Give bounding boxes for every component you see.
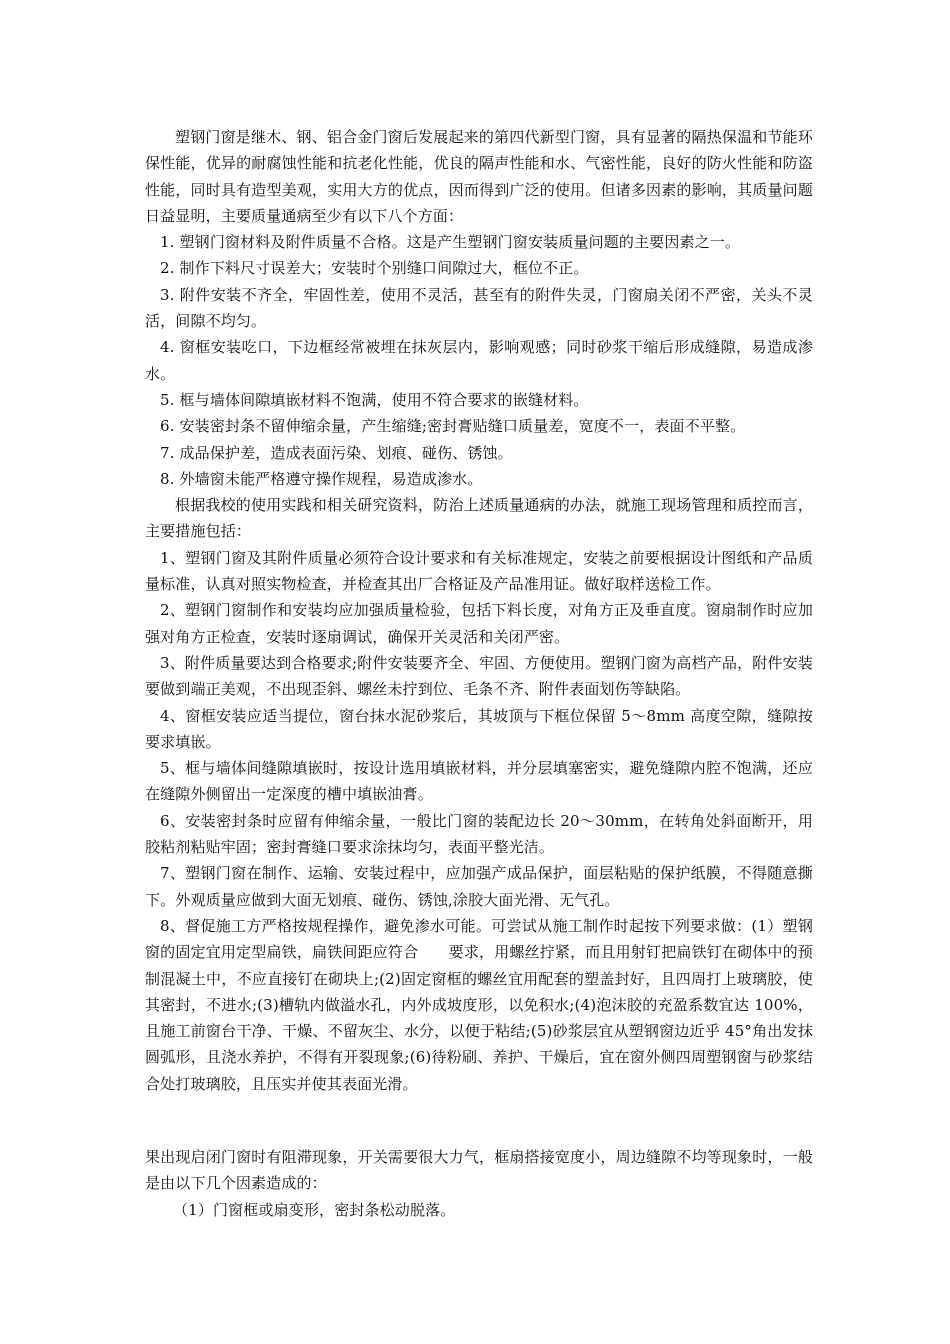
measure-item-4: 4、窗框安装应适当提位，窗台抹水泥砂浆后，其坡顶与下框位保留 5～8mm 高度空隙，缝隙按要求填嵌。: [145, 706, 813, 751]
problem-item-1: 1. 塑钢门窗材料及附件质量不合格。这是产生塑钢门窗安装质量问题的主要因素之一。: [160, 233, 741, 252]
problem-item-6: 6. 安装密封条不留伸缩余量，产生缩缝;密封膏贴缝口质量差，宽度不一，表面不平整。: [160, 417, 746, 436]
measure-item-5: 5、框与墙体间缝隙填嵌时，按设计选用填嵌材料，并分层填塞密实，避免缝隙内腔不饱满，还应在缝隙外侧留出一定深度的槽中填嵌油膏。: [145, 759, 813, 804]
problem-item-5: 5. 框与墙体间隙填嵌材料不饱满，使用不符合要求的嵌缝材料。: [160, 390, 589, 409]
measure-item-8: 8、督促施工方严格按规程操作，避免渗水可能。可尝试从施工制作时起按下列要求做：(1）塑钢窗的固定宜用定型扁铁，扁铁间距应符合 要求，用螺丝拧紧，而且用射钉把扁铁钉在砌体中的预制混凝土中，不应直接钉在砌块上;(2)固定窗框的螺丝宜用配套的塑盖封好，且四周打上玻璃胶，使其密封，不进水;(3)槽轨内做溢水孔，内外成坡度形，以免积水;(4)泡沫胶的充盈系数宜达 100%，且施工前窗台干净、干燥、不留灰尘、水分，以便于粘结;(5)砂浆层宜从塑钢窗边近乎 45°角出发抹圆弧形，且浇水养护，不得有开裂现象;(6)待粉刷、养护、干燥后，宜在窗外侧四周塑钢窗与砂浆结合处打玻璃胶，且压实并使其表面光滑。: [145, 916, 813, 1093]
measure-item-2: 2、塑钢门窗制作和安装均应加强质量检验，包括下料长度，对角方正及垂直度。窗扇制作时应加强对角方正检查，安装时逐扇调试，确保开关灵活和关闭严密。: [145, 601, 813, 646]
continuation-paragraph: 果出现启闭门窗时有阻滞现象，开关需要很大力气，框扇搭接宽度小，周边缝隙不均等现象时，一般是由以下几个因素造成的：: [145, 1148, 813, 1193]
problem-item-2: 2. 制作下料尺寸误差大；安装时个别缝口间隙过大，框位不正。: [160, 259, 589, 278]
document-body: [145, 124, 813, 1097]
problem-item-3: 3. 附件安装不齐全，牢固性差，使用不灵活，甚至有的附件失灵，门窗扇关闭不严密，关头不灵活，间隙不均匀。: [145, 285, 813, 331]
measure-item-1: 1、塑钢门窗及其附件质量必须符合设计要求和有关标准规定，安装之前要根据设计图纸和产品质量标准，认真对照实物检查，并检查其出厂合格证及产品准用证。做好取样送检工作。: [145, 548, 813, 594]
measure-item-6: 6、安装密封条时应留有伸缩余量，一般比门窗的装配边长 20～30mm，在转角处斜面断开，用胶粘剂粘贴牢固；密封膏缝口要求涂抹均匀，表面平整光洁。: [145, 811, 813, 857]
sub-item-1: （1）门窗框或扇变形，密封条松动脱落。: [173, 1200, 456, 1219]
continuation-section: [145, 1144, 813, 1223]
measures-intro-paragraph: 根据我校的使用实践和相关研究资料，防治上述质量通病的办法，就施工现场管理和质控而言，主要措施包括：: [145, 496, 813, 541]
intro-paragraph: 塑钢门窗是继木、钢、铝合金门窗后发展起来的第四代新型门窗，具有显著的隔热保温和节能环保性能，优异的耐腐蚀性能和抗老化性能，优良的隔声性能和水、气密性能，良好的防火性能和防盗性能，同时具有造型美观，实用大方的优点，因而得到广泛的使用。但诸多因素的影响，其质量问题日益显明，主要质量通病至少有以下八个方面：: [145, 128, 813, 225]
problem-item-8: 8. 外墙窗未能严格遵守操作规程，易造成渗水。: [160, 469, 483, 488]
measure-item-3: 3、附件质量要达到合格要求;附件安装要齐全、牢固、方便使用。塑钢门窗为高档产品，附件安装要做到端正美观，不出现歪斜、螺丝未拧到位、毛条不齐、附件表面划伤等缺陷。: [145, 653, 813, 699]
problem-item-7: 7. 成品保护差，造成表面污染、划痕、碰伤、锈蚀。: [160, 443, 513, 462]
measure-item-7: 7、塑钢门窗在制作、运输、安装过程中，应加强产成品保护，面层粘贴的保护纸膜，不得随意撕下。外观质量应做到大面无划痕、碰伤、锈蚀,涂胶大面光滑、无气孔。: [145, 864, 813, 909]
problem-item-4: 4. 窗框安装吃口，下边框经常被埋在抹灰层内，影响观感；同时砂浆干缩后形成缝隙，易造成渗水。: [145, 338, 813, 383]
